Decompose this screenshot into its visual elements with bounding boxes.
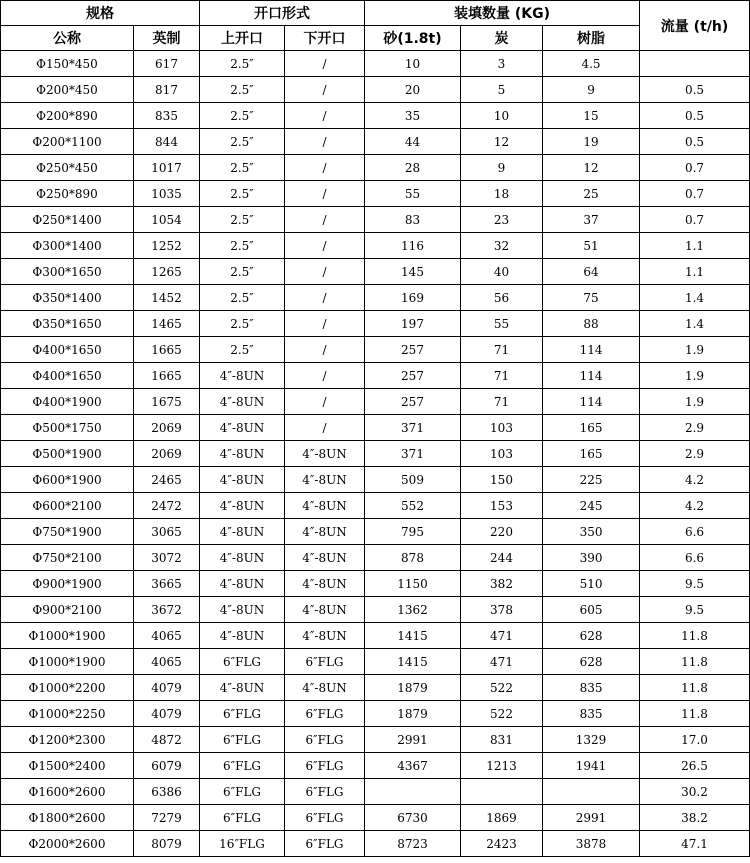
- table-row: [1, 103, 750, 129]
- cell-carbon: 382: [461, 571, 543, 597]
- cell-bottom-opening: /: [285, 415, 365, 441]
- cell-imperial: 6386: [134, 779, 200, 805]
- cell-sand: 169: [365, 285, 461, 311]
- cell-imperial: 844: [134, 129, 200, 155]
- cell-bottom-opening: 6″FLG: [285, 831, 365, 857]
- cell-top-opening: 4″-8UN: [200, 441, 285, 467]
- cell-carbon: 10: [461, 103, 543, 129]
- cell-flow: 9.5: [640, 597, 750, 623]
- cell-imperial: 1054: [134, 207, 200, 233]
- cell-resin: 245: [543, 493, 640, 519]
- cell-top-opening: 6″FLG: [200, 727, 285, 753]
- cell-resin: 390: [543, 545, 640, 571]
- cell-carbon: 153: [461, 493, 543, 519]
- cell-top-opening: 2.5″: [200, 129, 285, 155]
- cell-bottom-opening: /: [285, 233, 365, 259]
- cell-imperial: 1252: [134, 233, 200, 259]
- cell-imperial: 4065: [134, 623, 200, 649]
- cell-top-opening: 2.5″: [200, 259, 285, 285]
- cell-top-opening: 4″-8UN: [200, 571, 285, 597]
- cell-sand: 197: [365, 311, 461, 337]
- cell-nominal: Φ750*1900: [1, 519, 134, 545]
- cell-bottom-opening: 6″FLG: [285, 727, 365, 753]
- cell-resin: 835: [543, 701, 640, 727]
- header-sand: 砂(1.8t): [365, 26, 461, 51]
- cell-imperial: 1035: [134, 181, 200, 207]
- cell-top-opening: 4″-8UN: [200, 675, 285, 701]
- cell-top-opening: 4″-8UN: [200, 597, 285, 623]
- header-sub-row: [1, 26, 750, 51]
- cell-top-opening: 2.5″: [200, 285, 285, 311]
- cell-flow: 1.9: [640, 389, 750, 415]
- cell-carbon: 831: [461, 727, 543, 753]
- cell-nominal: Φ500*1900: [1, 441, 134, 467]
- cell-sand: 1415: [365, 623, 461, 649]
- table-row: [1, 753, 750, 779]
- cell-flow: 1.1: [640, 233, 750, 259]
- cell-nominal: Φ1500*2400: [1, 753, 134, 779]
- cell-carbon: 471: [461, 623, 543, 649]
- header-top-opening: 上开口: [200, 26, 285, 51]
- cell-nominal: Φ600*2100: [1, 493, 134, 519]
- cell-resin: 25: [543, 181, 640, 207]
- cell-bottom-opening: 4″-8UN: [285, 571, 365, 597]
- cell-carbon: 40: [461, 259, 543, 285]
- cell-resin: 605: [543, 597, 640, 623]
- cell-resin: 1941: [543, 753, 640, 779]
- cell-bottom-opening: 4″-8UN: [285, 597, 365, 623]
- cell-resin: 88: [543, 311, 640, 337]
- cell-flow: 9.5: [640, 571, 750, 597]
- cell-nominal: Φ500*1750: [1, 415, 134, 441]
- cell-carbon: 56: [461, 285, 543, 311]
- cell-nominal: Φ900*1900: [1, 571, 134, 597]
- cell-flow: 1.4: [640, 285, 750, 311]
- cell-sand: 116: [365, 233, 461, 259]
- cell-top-opening: 4″-8UN: [200, 389, 285, 415]
- cell-nominal: Φ2000*2600: [1, 831, 134, 857]
- cell-resin: 835: [543, 675, 640, 701]
- cell-flow: 0.7: [640, 181, 750, 207]
- cell-bottom-opening: /: [285, 103, 365, 129]
- cell-top-opening: 2.5″: [200, 51, 285, 77]
- table-row: [1, 363, 750, 389]
- cell-resin: 1329: [543, 727, 640, 753]
- cell-carbon: 150: [461, 467, 543, 493]
- cell-bottom-opening: 4″-8UN: [285, 675, 365, 701]
- cell-resin: 3878: [543, 831, 640, 857]
- cell-sand: 145: [365, 259, 461, 285]
- cell-carbon: [461, 779, 543, 805]
- table-row: [1, 831, 750, 857]
- table-row: [1, 337, 750, 363]
- cell-flow: 1.9: [640, 363, 750, 389]
- cell-bottom-opening: 4″-8UN: [285, 623, 365, 649]
- table-row: [1, 441, 750, 467]
- cell-resin: 64: [543, 259, 640, 285]
- cell-resin: 15: [543, 103, 640, 129]
- cell-top-opening: 2.5″: [200, 311, 285, 337]
- cell-imperial: 835: [134, 103, 200, 129]
- cell-resin: 12: [543, 155, 640, 181]
- table-row: [1, 415, 750, 441]
- cell-sand: 257: [365, 337, 461, 363]
- table-row: [1, 181, 750, 207]
- cell-nominal: Φ600*1900: [1, 467, 134, 493]
- cell-carbon: 1213: [461, 753, 543, 779]
- cell-sand: 20: [365, 77, 461, 103]
- cell-sand: 257: [365, 389, 461, 415]
- cell-nominal: Φ200*890: [1, 103, 134, 129]
- cell-carbon: 9: [461, 155, 543, 181]
- cell-top-opening: 2.5″: [200, 103, 285, 129]
- cell-bottom-opening: /: [285, 155, 365, 181]
- cell-carbon: 471: [461, 649, 543, 675]
- cell-nominal: Φ350*1400: [1, 285, 134, 311]
- cell-flow: [640, 51, 750, 77]
- cell-nominal: Φ1600*2600: [1, 779, 134, 805]
- cell-carbon: 71: [461, 337, 543, 363]
- cell-nominal: Φ1000*2250: [1, 701, 134, 727]
- cell-nominal: Φ1800*2600: [1, 805, 134, 831]
- cell-resin: 9: [543, 77, 640, 103]
- cell-imperial: 1675: [134, 389, 200, 415]
- cell-bottom-opening: /: [285, 77, 365, 103]
- table-row: [1, 311, 750, 337]
- table-row: [1, 467, 750, 493]
- header-opening-type: 开口形式: [200, 1, 365, 26]
- cell-bottom-opening: /: [285, 51, 365, 77]
- cell-resin: 114: [543, 389, 640, 415]
- cell-nominal: Φ1000*1900: [1, 649, 134, 675]
- table-row: [1, 285, 750, 311]
- cell-flow: 11.8: [640, 623, 750, 649]
- cell-nominal: Φ300*1400: [1, 233, 134, 259]
- cell-bottom-opening: 6″FLG: [285, 805, 365, 831]
- cell-flow: 2.9: [640, 441, 750, 467]
- cell-bottom-opening: /: [285, 363, 365, 389]
- cell-imperial: 4079: [134, 701, 200, 727]
- cell-resin: 37: [543, 207, 640, 233]
- table-row: [1, 129, 750, 155]
- cell-flow: 0.5: [640, 77, 750, 103]
- cell-sand: [365, 779, 461, 805]
- cell-bottom-opening: 6″FLG: [285, 701, 365, 727]
- cell-nominal: Φ1000*2200: [1, 675, 134, 701]
- header-group-row: [1, 1, 750, 26]
- cell-bottom-opening: /: [285, 285, 365, 311]
- header-fill-quantity: 装填数量 (KG): [365, 1, 640, 26]
- cell-nominal: Φ250*1400: [1, 207, 134, 233]
- cell-flow: 6.6: [640, 519, 750, 545]
- cell-resin: 628: [543, 623, 640, 649]
- cell-carbon: 12: [461, 129, 543, 155]
- cell-imperial: 617: [134, 51, 200, 77]
- cell-top-opening: 6″FLG: [200, 649, 285, 675]
- cell-bottom-opening: /: [285, 311, 365, 337]
- cell-carbon: 18: [461, 181, 543, 207]
- cell-flow: 0.7: [640, 207, 750, 233]
- cell-carbon: 55: [461, 311, 543, 337]
- cell-resin: 165: [543, 441, 640, 467]
- cell-sand: 1150: [365, 571, 461, 597]
- cell-flow: 1.4: [640, 311, 750, 337]
- cell-bottom-opening: /: [285, 259, 365, 285]
- table-row: [1, 779, 750, 805]
- cell-bottom-opening: /: [285, 337, 365, 363]
- table-row: [1, 519, 750, 545]
- cell-carbon: 522: [461, 701, 543, 727]
- cell-imperial: 7279: [134, 805, 200, 831]
- cell-imperial: 817: [134, 77, 200, 103]
- cell-resin: 628: [543, 649, 640, 675]
- cell-top-opening: 2.5″: [200, 337, 285, 363]
- table-row: [1, 701, 750, 727]
- cell-nominal: Φ400*1900: [1, 389, 134, 415]
- cell-bottom-opening: 4″-8UN: [285, 441, 365, 467]
- cell-flow: 30.2: [640, 779, 750, 805]
- cell-top-opening: 2.5″: [200, 207, 285, 233]
- cell-imperial: 1465: [134, 311, 200, 337]
- cell-imperial: 8079: [134, 831, 200, 857]
- cell-flow: 4.2: [640, 467, 750, 493]
- cell-carbon: 103: [461, 441, 543, 467]
- cell-top-opening: 6″FLG: [200, 753, 285, 779]
- cell-bottom-opening: 4″-8UN: [285, 545, 365, 571]
- cell-resin: 51: [543, 233, 640, 259]
- cell-carbon: 71: [461, 363, 543, 389]
- cell-top-opening: 4″-8UN: [200, 467, 285, 493]
- cell-nominal: Φ250*450: [1, 155, 134, 181]
- cell-carbon: 3: [461, 51, 543, 77]
- cell-imperial: 4872: [134, 727, 200, 753]
- table-row: [1, 51, 750, 77]
- header-bottom-opening: 下开口: [285, 26, 365, 51]
- cell-sand: 371: [365, 415, 461, 441]
- cell-nominal: Φ150*450: [1, 51, 134, 77]
- cell-bottom-opening: /: [285, 389, 365, 415]
- cell-bottom-opening: 6″FLG: [285, 649, 365, 675]
- cell-flow: 11.8: [640, 675, 750, 701]
- cell-flow: 2.9: [640, 415, 750, 441]
- cell-bottom-opening: 4″-8UN: [285, 467, 365, 493]
- cell-bottom-opening: 4″-8UN: [285, 519, 365, 545]
- cell-imperial: 1265: [134, 259, 200, 285]
- cell-top-opening: 2.5″: [200, 181, 285, 207]
- cell-nominal: Φ200*450: [1, 77, 134, 103]
- cell-flow: 0.7: [640, 155, 750, 181]
- table-row: [1, 649, 750, 675]
- cell-imperial: 6079: [134, 753, 200, 779]
- cell-carbon: 32: [461, 233, 543, 259]
- cell-flow: 4.2: [640, 493, 750, 519]
- cell-flow: 47.1: [640, 831, 750, 857]
- cell-sand: 35: [365, 103, 461, 129]
- table-row: [1, 233, 750, 259]
- cell-sand: 44: [365, 129, 461, 155]
- table-body: [1, 1, 750, 857]
- cell-flow: 11.8: [640, 649, 750, 675]
- cell-sand: 878: [365, 545, 461, 571]
- cell-carbon: 522: [461, 675, 543, 701]
- cell-imperial: 2069: [134, 441, 200, 467]
- cell-imperial: 3072: [134, 545, 200, 571]
- cell-bottom-opening: 4″-8UN: [285, 493, 365, 519]
- cell-resin: 4.5: [543, 51, 640, 77]
- cell-resin: 114: [543, 363, 640, 389]
- cell-resin: 114: [543, 337, 640, 363]
- table-row: [1, 597, 750, 623]
- cell-bottom-opening: 6″FLG: [285, 753, 365, 779]
- cell-top-opening: 4″-8UN: [200, 363, 285, 389]
- cell-top-opening: 16″FLG: [200, 831, 285, 857]
- cell-imperial: 2472: [134, 493, 200, 519]
- cell-resin: 2991: [543, 805, 640, 831]
- cell-flow: 11.8: [640, 701, 750, 727]
- cell-top-opening: 6″FLG: [200, 805, 285, 831]
- cell-nominal: Φ350*1650: [1, 311, 134, 337]
- cell-nominal: Φ400*1650: [1, 337, 134, 363]
- cell-sand: 8723: [365, 831, 461, 857]
- cell-imperial: 2069: [134, 415, 200, 441]
- cell-top-opening: 4″-8UN: [200, 545, 285, 571]
- cell-flow: 26.5: [640, 753, 750, 779]
- cell-sand: 257: [365, 363, 461, 389]
- cell-sand: 28: [365, 155, 461, 181]
- cell-flow: 0.5: [640, 103, 750, 129]
- cell-top-opening: 4″-8UN: [200, 519, 285, 545]
- cell-imperial: 4065: [134, 649, 200, 675]
- table-row: [1, 389, 750, 415]
- cell-resin: 75: [543, 285, 640, 311]
- cell-sand: 795: [365, 519, 461, 545]
- cell-carbon: 1869: [461, 805, 543, 831]
- cell-imperial: 2465: [134, 467, 200, 493]
- header-imperial: 英制: [134, 26, 200, 51]
- cell-sand: 1415: [365, 649, 461, 675]
- cell-imperial: 3065: [134, 519, 200, 545]
- cell-imperial: 3665: [134, 571, 200, 597]
- cell-sand: 552: [365, 493, 461, 519]
- cell-resin: 225: [543, 467, 640, 493]
- cell-top-opening: 6″FLG: [200, 701, 285, 727]
- header-resin: 树脂: [543, 26, 640, 51]
- table-row: [1, 493, 750, 519]
- cell-sand: 371: [365, 441, 461, 467]
- cell-flow: 6.6: [640, 545, 750, 571]
- cell-top-opening: 2.5″: [200, 77, 285, 103]
- cell-sand: 83: [365, 207, 461, 233]
- cell-sand: 55: [365, 181, 461, 207]
- cell-nominal: Φ300*1650: [1, 259, 134, 285]
- cell-imperial: 1452: [134, 285, 200, 311]
- cell-bottom-opening: /: [285, 181, 365, 207]
- cell-top-opening: 4″-8UN: [200, 493, 285, 519]
- table-row: [1, 207, 750, 233]
- cell-sand: 1879: [365, 675, 461, 701]
- cell-resin: 165: [543, 415, 640, 441]
- cell-sand: 1362: [365, 597, 461, 623]
- table-row: [1, 155, 750, 181]
- cell-imperial: 1665: [134, 337, 200, 363]
- cell-bottom-opening: /: [285, 207, 365, 233]
- table-row: [1, 727, 750, 753]
- table-row: [1, 675, 750, 701]
- cell-imperial: 1017: [134, 155, 200, 181]
- cell-resin: 350: [543, 519, 640, 545]
- cell-nominal: Φ1000*1900: [1, 623, 134, 649]
- cell-bottom-opening: 6″FLG: [285, 779, 365, 805]
- header-spec: 规格: [1, 1, 200, 26]
- cell-sand: 1879: [365, 701, 461, 727]
- cell-flow: 38.2: [640, 805, 750, 831]
- cell-top-opening: 2.5″: [200, 233, 285, 259]
- cell-carbon: 71: [461, 389, 543, 415]
- header-nominal: 公称: [1, 26, 134, 51]
- cell-flow: 1.9: [640, 337, 750, 363]
- cell-imperial: 3672: [134, 597, 200, 623]
- cell-nominal: Φ400*1650: [1, 363, 134, 389]
- cell-imperial: 4079: [134, 675, 200, 701]
- cell-carbon: 2423: [461, 831, 543, 857]
- cell-sand: 6730: [365, 805, 461, 831]
- cell-sand: 10: [365, 51, 461, 77]
- cell-carbon: 378: [461, 597, 543, 623]
- header-carbon: 炭: [461, 26, 543, 51]
- cell-nominal: Φ1200*2300: [1, 727, 134, 753]
- cell-carbon: 5: [461, 77, 543, 103]
- table-row: [1, 259, 750, 285]
- table-row: [1, 805, 750, 831]
- cell-top-opening: 2.5″: [200, 155, 285, 181]
- cell-carbon: 244: [461, 545, 543, 571]
- cell-top-opening: 4″-8UN: [200, 415, 285, 441]
- cell-top-opening: 6″FLG: [200, 779, 285, 805]
- cell-top-opening: 4″-8UN: [200, 623, 285, 649]
- cell-flow: 0.5: [640, 129, 750, 155]
- cell-nominal: Φ750*2100: [1, 545, 134, 571]
- cell-bottom-opening: /: [285, 129, 365, 155]
- cell-flow: 17.0: [640, 727, 750, 753]
- table-row: [1, 545, 750, 571]
- cell-nominal: Φ200*1100: [1, 129, 134, 155]
- cell-carbon: 103: [461, 415, 543, 441]
- table-row: [1, 571, 750, 597]
- header-flow: 流量 (t/h): [640, 1, 750, 51]
- cell-imperial: 1665: [134, 363, 200, 389]
- cell-sand: 4367: [365, 753, 461, 779]
- cell-resin: 510: [543, 571, 640, 597]
- cell-sand: 509: [365, 467, 461, 493]
- cell-carbon: 23: [461, 207, 543, 233]
- cell-sand: 2991: [365, 727, 461, 753]
- cell-nominal: Φ250*890: [1, 181, 134, 207]
- table-row: [1, 623, 750, 649]
- cell-resin: [543, 779, 640, 805]
- table-row: [1, 77, 750, 103]
- cell-carbon: 220: [461, 519, 543, 545]
- cell-nominal: Φ900*2100: [1, 597, 134, 623]
- cell-resin: 19: [543, 129, 640, 155]
- cell-flow: 1.1: [640, 259, 750, 285]
